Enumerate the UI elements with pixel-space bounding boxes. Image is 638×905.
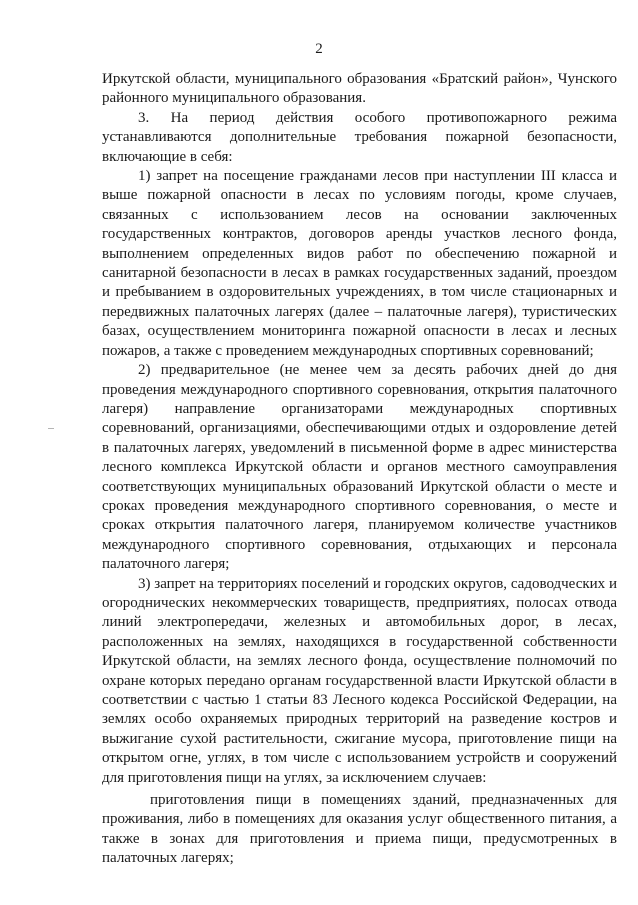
paragraph-subitem-3: 3) запрет на территориях поселений и городских округов, садоводческих и огороднических некоммерческих товариществ, предприятиях, полосах отвода линий электропередачи, железных и автомобильных дорог, в лесах, расположенных на землях, находящихся в государственной собственности Иркутской области, на землях лесного фонда, осуществление полномочий по охране которых передано органам государственной власти Иркутской области в соответствии с частью 1 статьи 83 Лесного кодекса Российской Федерации, на землях особо охраняемых природных территорий на разведение костров и выжигание сухой растительности, сжигание мусора, приготовление пищи на открытом огне, углях, в том числе с использованием устройств и сооружений для приготовления пищи на углях, за исключением случаев: [102,575,617,786]
margin-mark [48,428,54,429]
paragraph-item-3: 3. На период действия особого противопожарного режима устанавливаются дополнительные требования пожарной безопасности, включающие в себя: [102,109,617,165]
paragraph-exception-1: приготовления пищи в помещениях зданий, предназначенных для проживания, либо в помещениях для оказания услуг общественного питания, а также в зонах для приготовления и приема пищи, предусмотренных в палаточных лагерях; [102,792,617,867]
paragraph-subitem-2: 2) предварительное (не менее чем за десять рабочих дней до дня проведения международного спортивного соревнования, открытия палаточного лагеря) направление организаторами международных спортивных соревнований, организациями, обеспечивающими отдых и оздоровление детей в палаточных лагерях, уведомлений в письменной форме в адрес министерства лесного комплекса Иркутской области и органов местного самоуправления соответствующих муниципальных образований Иркутской области о месте и сроках проведения международного спортивного соревнования, о месте и сроках открытия палаточного лагеря, планируемом количестве участников международного спортивного соревнования, отдыхающих и персонала палаточного лагеря; [102,362,617,573]
paragraph-subitem-1: 1) запрет на посещение гражданами лесов при наступлении III класса и выше пожарной опасности в лесах по условиям погоды, кроме случаев, связанных с использованием лесов на основании заключенных государственных контрактов, договоров аренды участков лесного фонда, выполнением определенных видов работ по обеспечению пожарной и санитарной безопасности в лесах в рамках государственных заданий, проездом и пребыванием в оздоровительных учреждениях, в том числе стационарных и передвижных палаточных лагерях (далее – палаточные лагеря), туристических базах, осуществлением мониторинга пожарной опасности в лесах и лесных пожаров, а также с проведением международных спортивных соревнований; [102,168,617,359]
paragraph-continuation: Иркутской области, муниципального образования «Братский район», Чунского районного муниципального образования. [102,71,617,107]
page-number: 2 [315,41,323,57]
document-body [102,70,617,869]
